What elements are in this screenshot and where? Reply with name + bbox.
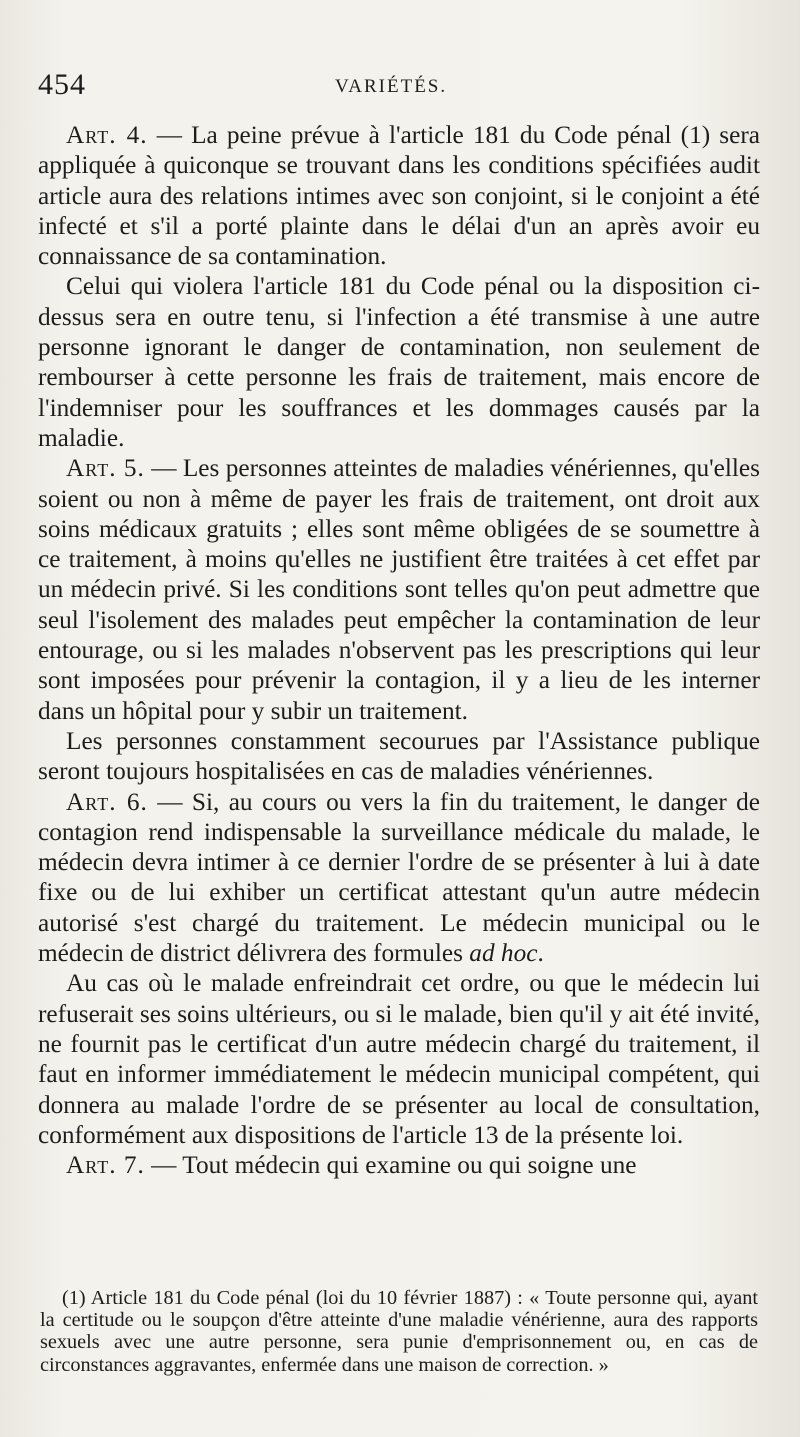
footnote-1: (1) Article 181 du Code pénal (loi du 10 février 1887) : « Toute personne qui, ayant la certitude ou le soupçon d'être atteinte d'une maladie vénérienne, aura des rapports sexuels avec une autre personne, sera punie d'emprisonnement ou, en cas de circonstances aggravantes, enfermée dans une maison de correction. »: [40, 1287, 758, 1376]
page-header: [38, 68, 760, 108]
paragraph-text: Celui qui violera l'article 181 du Code pénal ou la disposition ci-dessus sera en outre tenu, si l'infection a été transmise à une autre personne ignorant le danger de contamination, non seulement de rembourser à cette personne les frais de traitement, mais encore de l'indemniser pour les souffrances et les dommages causés par la maladie.: [38, 272, 760, 452]
paragraph-text: Au cas où le malade enfreindrait cet ordre, ou que le médecin lui refuserait ses soins ultérieurs, ou si le malade, bien qu'il y ait été invité, ne fournit pas le certificat d'un autre médecin chargé du traitement, il faut en informer immédiatement le médecin municipal compétent, qui donnera au malade l'ordre de se présenter au local de consultation, conformément aux dispositions de l'article 13 de la présente loi.: [38, 969, 760, 1149]
paragraph-text: — Tout médecin qui examine ou qui soigne une: [144, 1151, 637, 1180]
paragraph-art-4-continued: [38, 271, 760, 453]
running-head: VARIÉTÉS.: [335, 76, 448, 97]
body-text: [38, 120, 760, 1180]
paragraph-tail: .: [537, 939, 544, 968]
article-label: Art. 7.: [66, 1151, 145, 1180]
paragraph-art-6-continued: [38, 968, 760, 1150]
paragraph-text: Les personnes constamment secourues par l'Assistance publique seront toujours hospitalisées en cas de maladies vénériennes.: [38, 726, 760, 786]
page-number: 454: [38, 68, 86, 101]
paragraph-text: — Si, au cours ou vers la fin du traitement, le danger de contagion rend indispensable la surveillance médicale du malade, le médecin devra intimer à ce dernier l'ordre de se présenter à lui à date fixe ou de lui exhiber un certificat attestant qu'un autre médecin autorisé s'est chargé du traitement. Le médecin municipal ou le médecin de district délivrera des formules: [38, 787, 760, 968]
italic-term: ad hoc: [469, 939, 538, 968]
paragraph-art-6: [38, 787, 760, 969]
footnotes: [40, 1287, 758, 1376]
paragraph-art-4: [38, 120, 760, 271]
paragraph-art-7: [38, 1150, 760, 1180]
paragraph-text: — La peine prévue à l'article 181 du Code pénal (1) sera appliquée à quiconque se trouvant dans les conditions spécifiées audit article aura des relations intimes avec son conjoint, si le conjoint a été infecté et s'il a porté plainte dans le délai d'un an après avoir eu connaissance de sa contamination.: [38, 121, 761, 271]
article-label: Art. 6.: [66, 787, 148, 816]
article-label: Art. 4.: [66, 121, 148, 149]
paragraph-art-5-continued: [38, 726, 760, 787]
paragraph-art-5: [38, 453, 760, 726]
article-label: Art. 5.: [66, 454, 145, 483]
paragraph-text: — Les personnes atteintes de maladies vénériennes, qu'elles soient ou non à même de payer les frais de traitement, ont droit aux soins médicaux gratuits ; elles sont même obligées de se soumettre à ce traitement, à moins qu'elles ne justifient être traitées à cet effet par un médecin privé. Si les conditions sont telles qu'on peut admettre que seul l'isolement des malades peut empêcher la contamination de leur entourage, ou si les malades n'observent pas les prescriptions qui leur sont imposées pour prévenir la contagion, il y a lieu de les interner dans un hôpital pour y subir un traitement.: [38, 454, 761, 725]
